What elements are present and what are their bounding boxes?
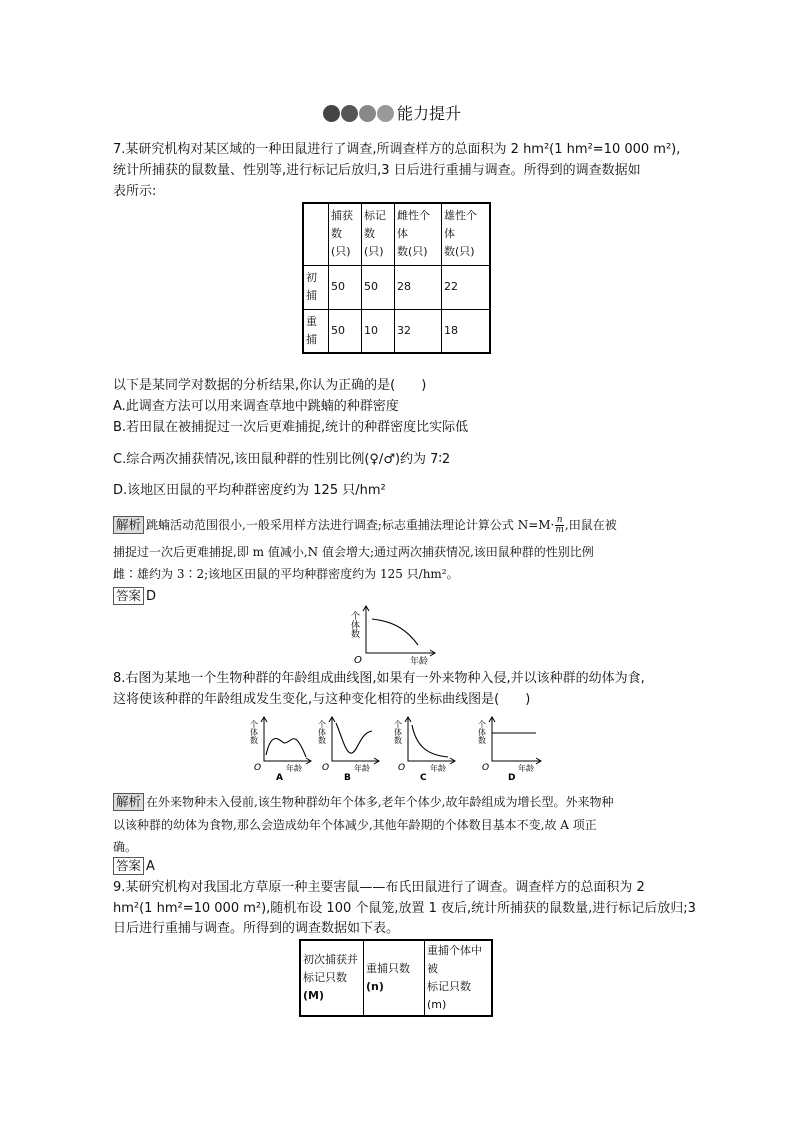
q8-graph-c[interactable]: [393, 715, 456, 783]
q7-question: 以下是某同学对数据的分析结果,你认为正确的是( ): [113, 378, 427, 393]
row-label: 重 捕: [303, 309, 329, 353]
col-header-male: 雄性个 体 数(只): [442, 203, 491, 265]
q7-option-a[interactable]: A.此调查方法可以用来调查草地中跳蝻的种群密度: [113, 399, 399, 414]
svg-text:个体数: 个体数: [393, 720, 403, 744]
q9-stem-line-3: 日后进行重捕与调查。所得到的调查数据如下表。: [113, 921, 400, 936]
col-header-female: 雌性个 体 数(只): [395, 203, 442, 265]
svg-text:年龄: 年龄: [286, 764, 302, 773]
table-corner: [303, 203, 329, 265]
svg-text:O: O: [322, 763, 330, 773]
table-cell: 28: [395, 265, 442, 309]
col-header-captured: 捕获 数 (只): [329, 203, 362, 265]
graph-letter: C: [420, 773, 427, 783]
svg-text:个体数: 个体数: [317, 720, 327, 744]
table-row: [303, 309, 490, 353]
table-cell: 22: [442, 265, 491, 309]
answer-label: 答案: [113, 857, 144, 875]
analysis-label: 解析: [113, 793, 144, 811]
figure-origin: O: [354, 655, 362, 666]
header-dot-2: [341, 105, 358, 122]
q9-data-table: [299, 939, 493, 1017]
svg-text:年龄: 年龄: [354, 764, 370, 773]
header-dot-3: [359, 105, 376, 122]
svg-text:年龄: 年龄: [430, 764, 446, 773]
q9-stem-line-1: 9.某研究机构对我国北方草原一种主要害鼠——布氏田鼠进行了调查。调查样方的总面积为 2: [113, 880, 645, 895]
svg-text:个体数: 个体数: [477, 720, 487, 744]
q7-stem-line-1: 7.某研究机构对某区域的一种田鼠进行了调查,所调查样方的总面积为 2 hm²(1 hm²=10 000 m²),: [113, 142, 681, 157]
svg-text:个体数: 个体数: [249, 720, 259, 744]
fraction: $\frac{n}{m}$: [555, 515, 564, 535]
q8-analysis-line-3: 确。: [113, 840, 138, 854]
table-cell: 10: [362, 309, 395, 353]
table-cell: 50: [329, 309, 362, 353]
table-cell: 50: [362, 265, 395, 309]
q8-stem-line-2: 这将使该种群的年龄组成发生变化,与这种变化相符的坐标曲线图是( ): [113, 692, 531, 707]
col-header-recapture-marked: 重捕个体中 被 标记只数(m): [425, 940, 493, 1016]
svg-text:O: O: [398, 763, 406, 773]
q8-answer: [113, 857, 155, 876]
svg-text:年龄: 年龄: [518, 764, 534, 773]
q7-analysis-line-2: 捕捉过一次后更难捕捉,即 m 值减小,N 值会增大;通过两次捕获情况,该田鼠种群的性别比例: [113, 545, 594, 559]
row-label: 初 捕: [303, 265, 329, 309]
q7-analysis-line-1: 解析 跳蝻活动范围很小,一般采用样方法进行调查;标志重捕法理论计算公式 N=M· $\frac{n}{m}$ ,田鼠在被: [113, 516, 617, 535]
q8-population-figure: [350, 603, 440, 665]
answer-label: 答案: [113, 587, 144, 605]
analysis-label: 解析: [113, 516, 144, 534]
answer-value: D: [146, 589, 157, 604]
table-row: [303, 265, 490, 309]
svg-text:O: O: [482, 763, 490, 773]
q7-stem-line-2: 统计所捕获的鼠数量、性别等,进行标记后放归,3 日后进行重捕与调查。所得到的调查数据如: [113, 163, 641, 178]
figure-xlabel: 年龄: [410, 657, 429, 667]
header-dot-1: [323, 105, 340, 122]
table-cell: 32: [395, 309, 442, 353]
q7-analysis-line-3: 雌∶雄约为 3∶2;该地区田鼠的平均种群密度约为 125 只/hm²。: [113, 567, 459, 581]
q7-stem-line-3: 表所示:: [113, 184, 157, 199]
q7-option-c[interactable]: C.综合两次捕获情况,该田鼠种群的性别比例(♀/♂)约为 7∶2: [113, 452, 451, 467]
graph-letter: D: [508, 773, 516, 783]
header-dot-4: [377, 105, 394, 122]
q7-option-d[interactable]: D.该地区田鼠的平均种群密度约为 125 只/hm²: [113, 483, 386, 498]
q7-data-table: [302, 202, 491, 354]
q8-graph-a[interactable]: [249, 715, 312, 783]
q8-graph-b[interactable]: [317, 715, 380, 783]
svg-text:O: O: [254, 763, 262, 773]
graph-letter: B: [344, 773, 351, 783]
col-header-recapture: 重捕只数 (n): [364, 940, 425, 1016]
col-header-marked: 标记 数 (只): [362, 203, 395, 265]
section-title: 能力提升: [397, 104, 462, 123]
col-header-first-marked: 初次捕获并 标记只数 (M): [300, 940, 364, 1016]
q7-answer: [113, 587, 156, 606]
table-cell: 18: [442, 309, 491, 353]
q9-stem-line-2: hm²(1 hm²=10 000 m²),随机布设 100 个鼠笼,放置 1 夜后,统计所捕获的鼠数量,进行标记后放归;3: [113, 901, 696, 916]
q8-graph-d[interactable]: [477, 715, 544, 783]
figure-ylabel: 个体数: [349, 611, 359, 638]
table-cell: 50: [329, 265, 362, 309]
answer-value: A: [146, 859, 155, 874]
q8-stem-line-1: 8.右图为某地一个生物种群的年龄组成曲线图,如果有一外来物种入侵,并以该种群的幼体为食,: [113, 671, 645, 686]
q8-analysis-line-2: 以该种群的幼体为食物,那么会造成幼年个体减少,其他年龄期的个体数目基本不变,故 A 项正: [113, 818, 597, 832]
q7-option-b[interactable]: B.若田鼠在被捕捉过一次后更难捕捉,统计的种群密度比实际低: [113, 420, 469, 435]
graph-letter: A: [276, 773, 283, 783]
q8-analysis-line-1: 解析 在外来物种未入侵前,该生物种群幼年个体多,老年个体少,故年龄组成为增长型。外来物种: [113, 793, 613, 811]
